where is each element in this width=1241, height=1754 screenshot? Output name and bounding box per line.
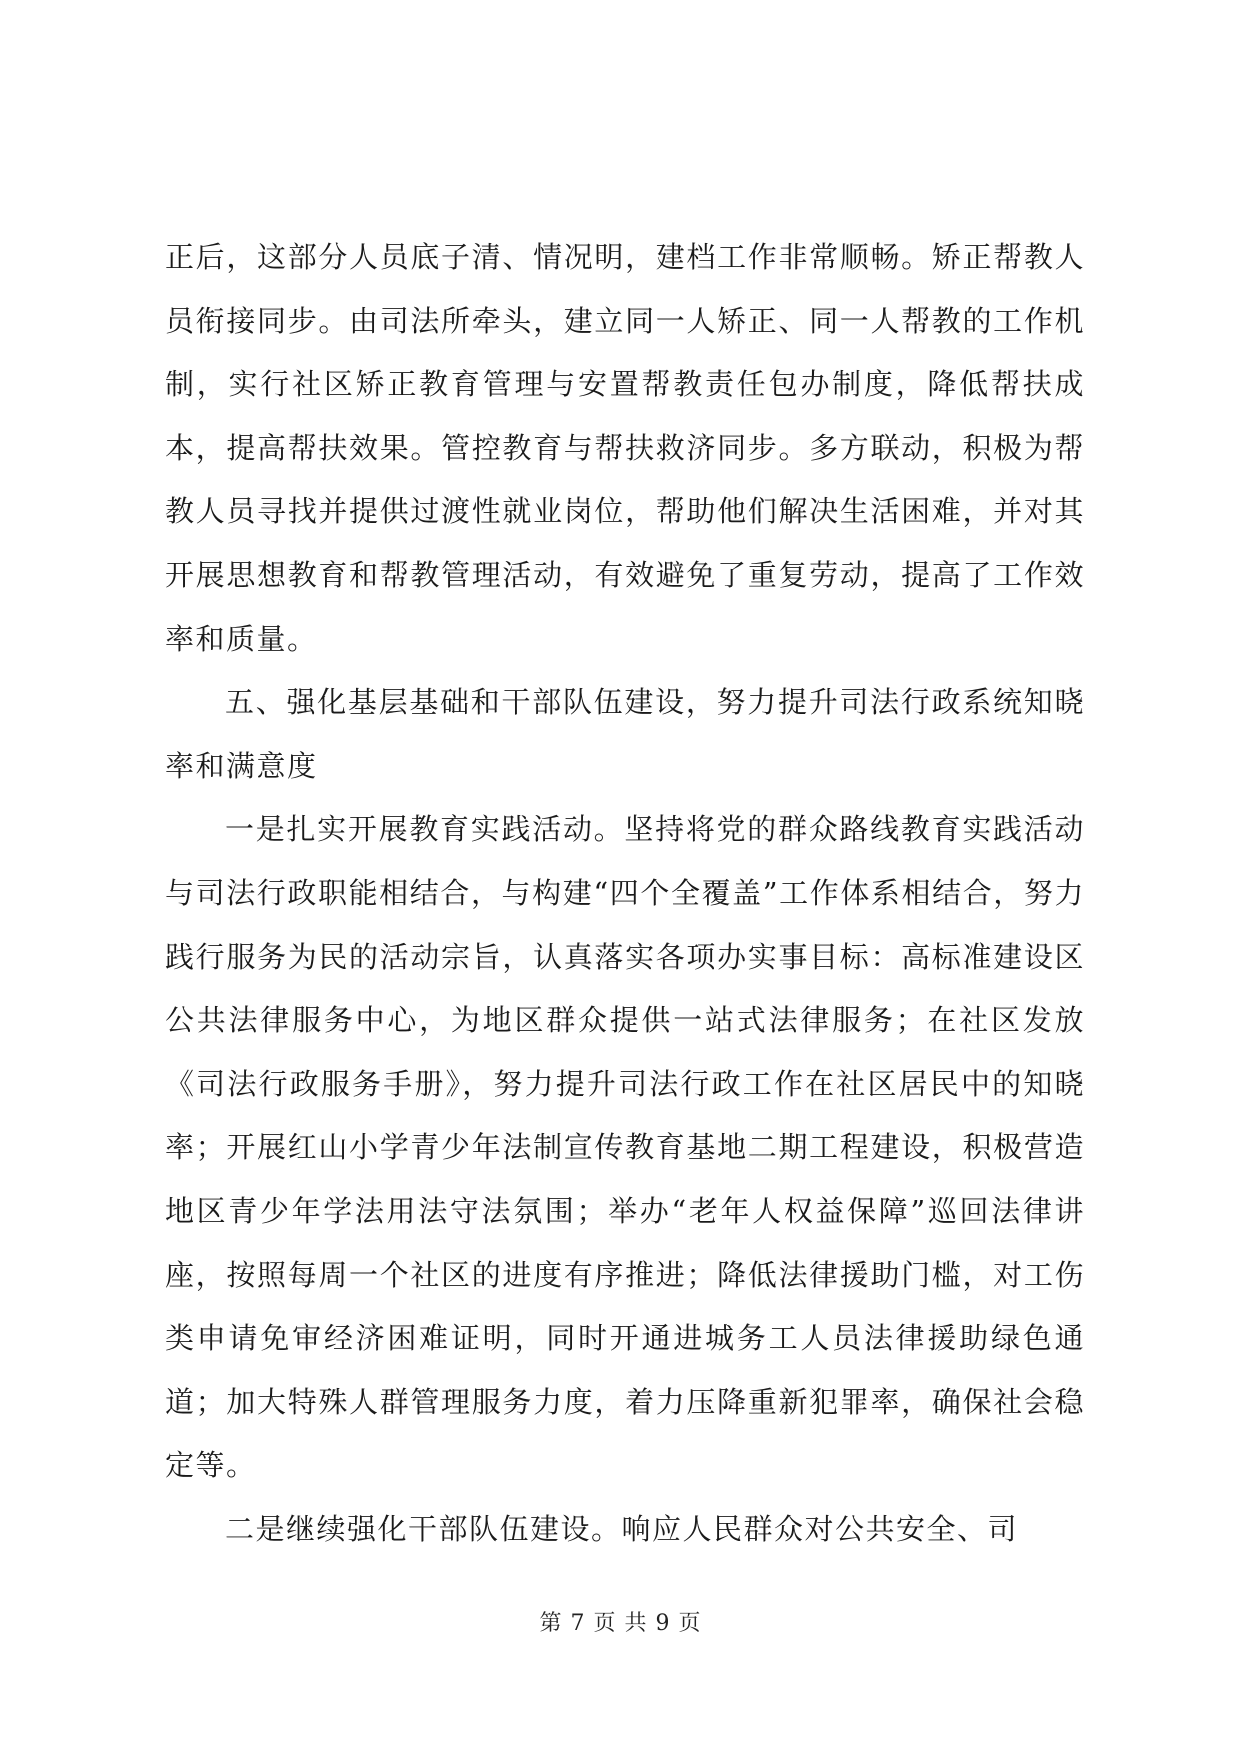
document-body (165, 226, 1085, 1561)
paragraph-correction-continued: 正后，这部分人员底子清、情况明，建档工作非常顺畅。矫正帮教人员衔接同步。由司法所牵头，建立同一人矫正、同一人帮教的工作机制，实行社区矫正教育管理与安置帮教责任包办制度，降低帮扶成本，提高帮扶效果。管控教育与帮扶救济同步。多方联动，积极为帮教人员寻找并提供过渡性就业岗位，帮助他们解决生活困难，并对其开展思想教育和帮教管理活动，有效避免了重复劳动，提高了工作效率和质量。 (165, 240, 1085, 656)
page-number-footer: 第 7 页 共 9 页 (539, 1611, 702, 1636)
paragraph-education-practice: 一是扎实开展教育实践活动。坚持将党的群众路线教育实践活动与司法行政职能相结合，与构建“四个全覆盖”工作体系相结合，努力践行服务为民的活动宗旨，认真落实各项办实事目标：高标准建设区公共法律服务中心，为地区群众提供一站式法律服务；在社区发放《司法行政服务手册》，努力提升司法行政工作在社区居民中的知晓率；开展红山小学青少年法制宣传教育基地二期工程建设，积极营造地区青少年学法用法守法氛围；举办“老年人权益保障”巡回法律讲座，按照每周一个社区的进度有序推进；降低法律援助门槛，对工伤类申请免审经济困难证明，同时开通进城务工人员法律援助绿色通道；加大特殊人群管理服务力度，着力压降重新犯罪率，确保社会稳定等。 (165, 812, 1085, 1483)
paragraph-cadre-building: 二是继续强化干部队伍建设。响应人民群众对公共安全、司 (225, 1511, 1019, 1546)
section-heading-five: 五、强化基层基础和干部队伍建设，努力提升司法行政系统知晓率和满意度 (165, 685, 1085, 783)
